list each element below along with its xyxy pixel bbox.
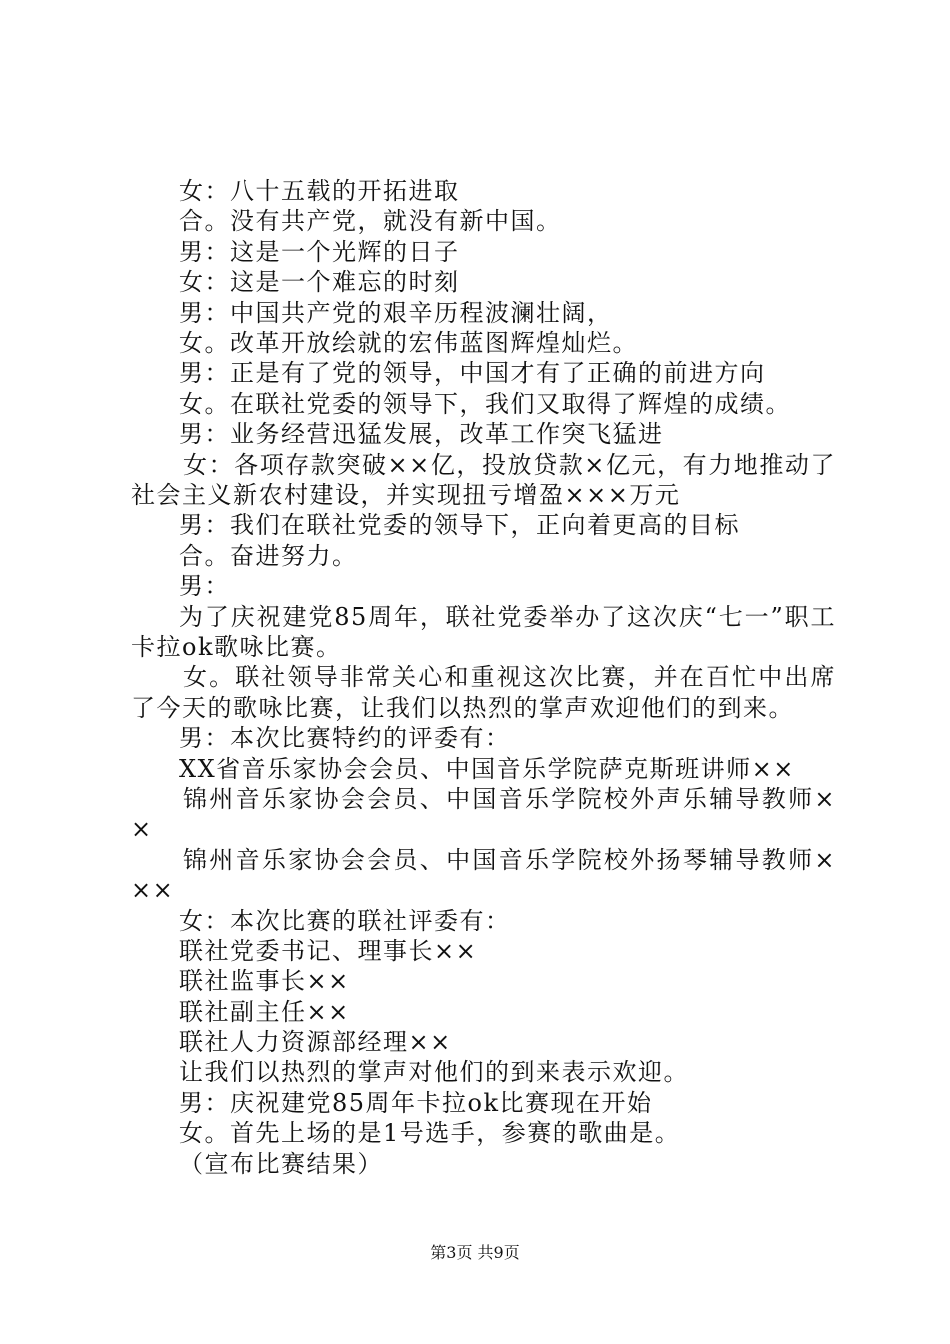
text-line: 联社人力资源部经理×× [179, 1028, 452, 1057]
text-line: 女。改革开放绘就的宏伟蓝图辉煌灿烂。 [179, 328, 638, 357]
text-line: 女。在联社党委的领导下，我们又取得了辉煌的成绩。 [179, 389, 791, 418]
judge-entry: XX省音乐家协会会员、中国音乐学院萨克斯班讲师×× [179, 754, 795, 783]
document-body [131, 176, 836, 1179]
text-line: 女。首先上场的是1号选手，参赛的歌曲是。 [179, 1119, 681, 1148]
judge-entry: 锦州音乐家协会会员、中国音乐学院校外扬琴辅导教师××× [131, 845, 836, 905]
text-line: （宣布比赛结果） [179, 1149, 383, 1178]
text-line: 合。没有共产党，就没有新中国。 [179, 207, 562, 236]
text-line: 男：我们在联社党委的领导下，正向着更高的目标 [179, 511, 740, 540]
text-line: 女：这是一个难忘的时刻 [179, 268, 460, 297]
text-line: 联社监事长×× [179, 967, 350, 996]
text-line: 男：业务经营迅猛发展，改革工作突飞猛进 [179, 420, 664, 449]
text-line: 男： [179, 572, 230, 601]
text-line: 联社党委书记、理事长×× [179, 936, 478, 965]
paragraph-deposit: 女：各项存款突破××亿，投放贷款×亿元，有力地推动了社会主义新农村建设，并实现扭亏增盈×××万元 [131, 450, 836, 509]
text-line: 女：本次比赛的联社评委有： [179, 906, 511, 935]
text-line: 男：这是一个光辉的日子 [179, 237, 460, 266]
page-number: 第3页 共9页 [430, 1243, 520, 1262]
text-line: 男：庆祝建党85周年卡拉ok比赛现在开始 [179, 1088, 653, 1117]
paragraph-leaders: 女。联社领导非常关心和重视这次比赛，并在百忙中出席了今天的歌咏比赛，让我们以热烈的掌声欢迎他们的到来。 [131, 663, 836, 722]
text-line: 让我们以热烈的掌声对他们的到来表示欢迎。 [179, 1058, 689, 1087]
text-line: 男：中国共产党的艰辛历程波澜壮阔， [179, 298, 613, 327]
judges-intro: 男：本次比赛特约的评委有： [179, 724, 511, 753]
judge-entry: 锦州音乐家协会会员、中国音乐学院校外声乐辅导教师×× [131, 784, 836, 844]
text-line: 男：正是有了党的领导，中国才有了正确的前进方向 [179, 359, 766, 388]
paragraph-purpose: 为了庆祝建党85周年，联社党委举办了这次庆“七一”职工卡拉ok歌咏比赛。 [131, 602, 836, 661]
text-line: 合。奋进努力。 [179, 541, 358, 570]
text-line: 联社副主任×× [179, 997, 350, 1026]
text-line: 女：八十五载的开拓进取 [179, 177, 460, 205]
